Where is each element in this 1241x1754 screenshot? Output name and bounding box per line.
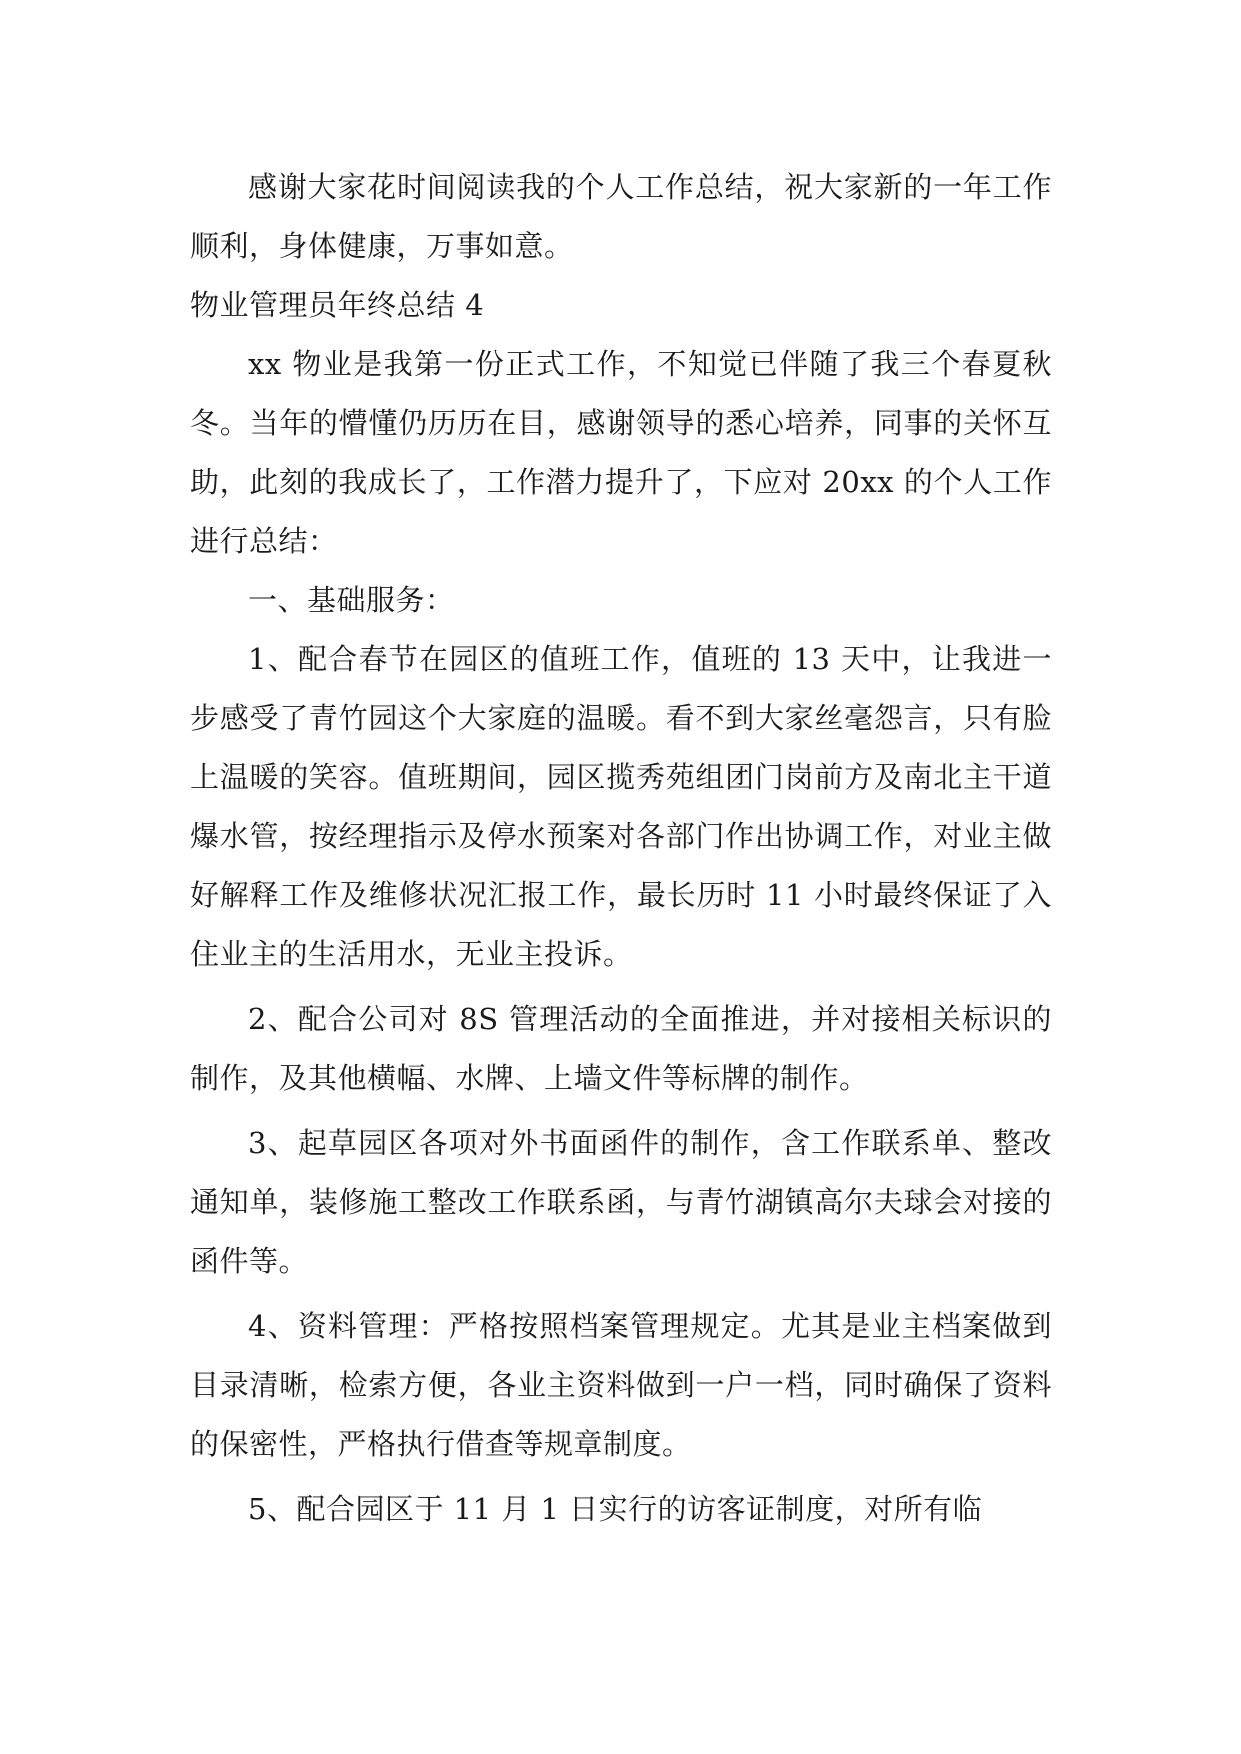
item-4-paragraph: 4、资料管理：严格按照档案管理规定。尤其是业主档案做到目录清晰，检索方便，各业主资料做到一户一档，同时确保了资料的保密性，严格执行借查等规章制度。 xyxy=(190,1309,1052,1461)
section-title: 物业管理员年终总结 4 xyxy=(190,288,485,322)
item-1-paragraph: 1、配合春节在园区的值班工作，值班的 13 天中，让我进一步感受了青竹园这个大家庭的温暖。看不到大家丝毫怨言，只有脸上温暖的笑容。值班期间，园区揽秀苑组团门岗前方及南北主干道爆水管，按经理指示及停水预案对各部门作出协调工作，对业主做好解释工作及维修状况汇报工作，最长历时 11 小时最终保证了入住业主的生活用水，无业主投诉。 xyxy=(190,642,1052,971)
item-2-paragraph: 2、配合公司对 8S 管理活动的全面推进，并对接相关标识的制作，及其他横幅、水牌、上墙文件等标牌的制作。 xyxy=(190,1002,1052,1095)
document-page xyxy=(190,158,1052,1539)
closing-paragraph: 感谢大家花时间阅读我的个人工作总结，祝大家新的一年工作顺利，身体健康，万事如意。 xyxy=(190,170,1052,263)
item-3-paragraph: 3、起草园区各项对外书面函件的制作，含工作联系单、整改通知单，装修施工整改工作联系函，与青竹湖镇高尔夫球会对接的函件等。 xyxy=(190,1126,1052,1278)
item-5-paragraph: 5、配合园区于 11 月 1 日实行的访客证制度，对所有临 xyxy=(248,1492,983,1526)
subsection-heading: 一、基础服务： xyxy=(248,583,455,617)
intro-paragraph: xx 物业是我第一份正式工作，不知觉已伴随了我三个春夏秋冬。当年的懵懂仍历历在目，感谢领导的悉心培养，同事的关怀互助，此刻的我成长了，工作潜力提升了，下应对 20xx 的个人工作进行总结： xyxy=(190,347,1052,558)
